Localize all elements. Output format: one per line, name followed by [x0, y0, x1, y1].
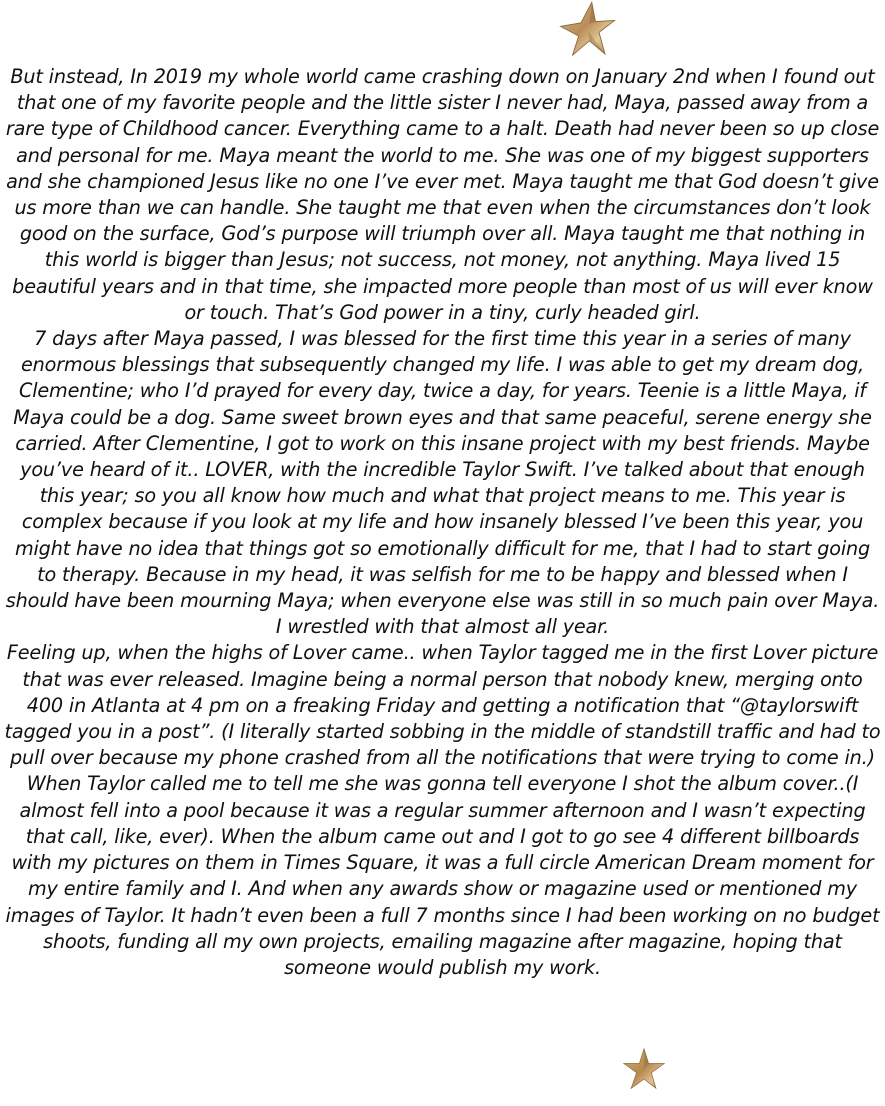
story-text [4, 64, 881, 981]
paragraph-maya-loss: But instead, In 2019 my whole world came crashing down on January 2nd when I found out that one of my favorite people and the little sister I never had, Maya, passed away from a rare type of Childhood cancer. Everything came to a halt. Death had never been so up close and personal for me. Maya meant the world to me. She was one of my biggest supporters and she championed Jesus like no one I’ve ever met. Maya taught me that God doesn’t give us more than we can handle. She taught me that even when the circumstances don’t look good on the surface, God’s purpose will triumph over all. Maya taught me that nothing in this world is bigger than Jesus; not success, not money, not anything. Maya lived 15 beautiful years and in that time, she impacted more people than most of us will ever know or touch. That’s God power in a tiny, curly headed girl. [5, 65, 880, 324]
gold-star-icon [557, 0, 617, 60]
gold-star-icon [621, 1046, 667, 1092]
paragraph-blessings: 7 days after Maya passed, I was blessed for the first time this year in a series of many enormous blessings that subsequently changed my life. I was able to get my dream dog, Clementine; who I’d prayed for every day, twice a day, for years. Teenie is a little Maya, if Maya could be a dog. Same sweet brown eyes and that same peaceful, serene energy she carried. After Clementine, I got to work on this insane project with my best friends. Maybe you’ve heard of it.. LOVER, with the incredible Taylor Swift. I’ve talked about that enough this year; so you all know how much and what that project means to me. This year is complex because if you look at my life and how insanely blessed I’ve been this year, you might have no idea that things got so emotionally difficult for me, that I had to start going to therapy. Because in my head, it was selfish for me to be happy and blessed when I should have been mourning Maya; when everyone else was still in so much pain over Maya. I wrestled with that almost all year. [5, 327, 880, 639]
paragraph-lover-highs: Feeling up, when the highs of Lover came.. when Taylor tagged me in the first Lover picture that was ever released. Imagine being a normal person that nobody knew, merging onto 400 in Atlanta at 4 pm on a freaking Friday and getting a notification that “@taylorswift tagged you in a post”. (I literally started sobbing in the middle of standstill traffic and had to pull over because my phone crashed from all the notifications that were trying to come in.) When Taylor called me to tell me she was gonna tell everyone I shot the album cover..(I almost fell into a pool because it was a regular summer afternoon and I wasn’t expecting that call, like, ever). When the album came out and I got to go see 4 different billboards with my pictures on them in Times Square, it was a full circle American Dream moment for my entire family and I. And when any awards show or magazine used or mentioned my images of Taylor. It hadn’t even been a full 7 months since I had been working on no budget shoots, funding all my own projects, emailing magazine after magazine, hoping that someone would publish my work. [4, 641, 881, 979]
